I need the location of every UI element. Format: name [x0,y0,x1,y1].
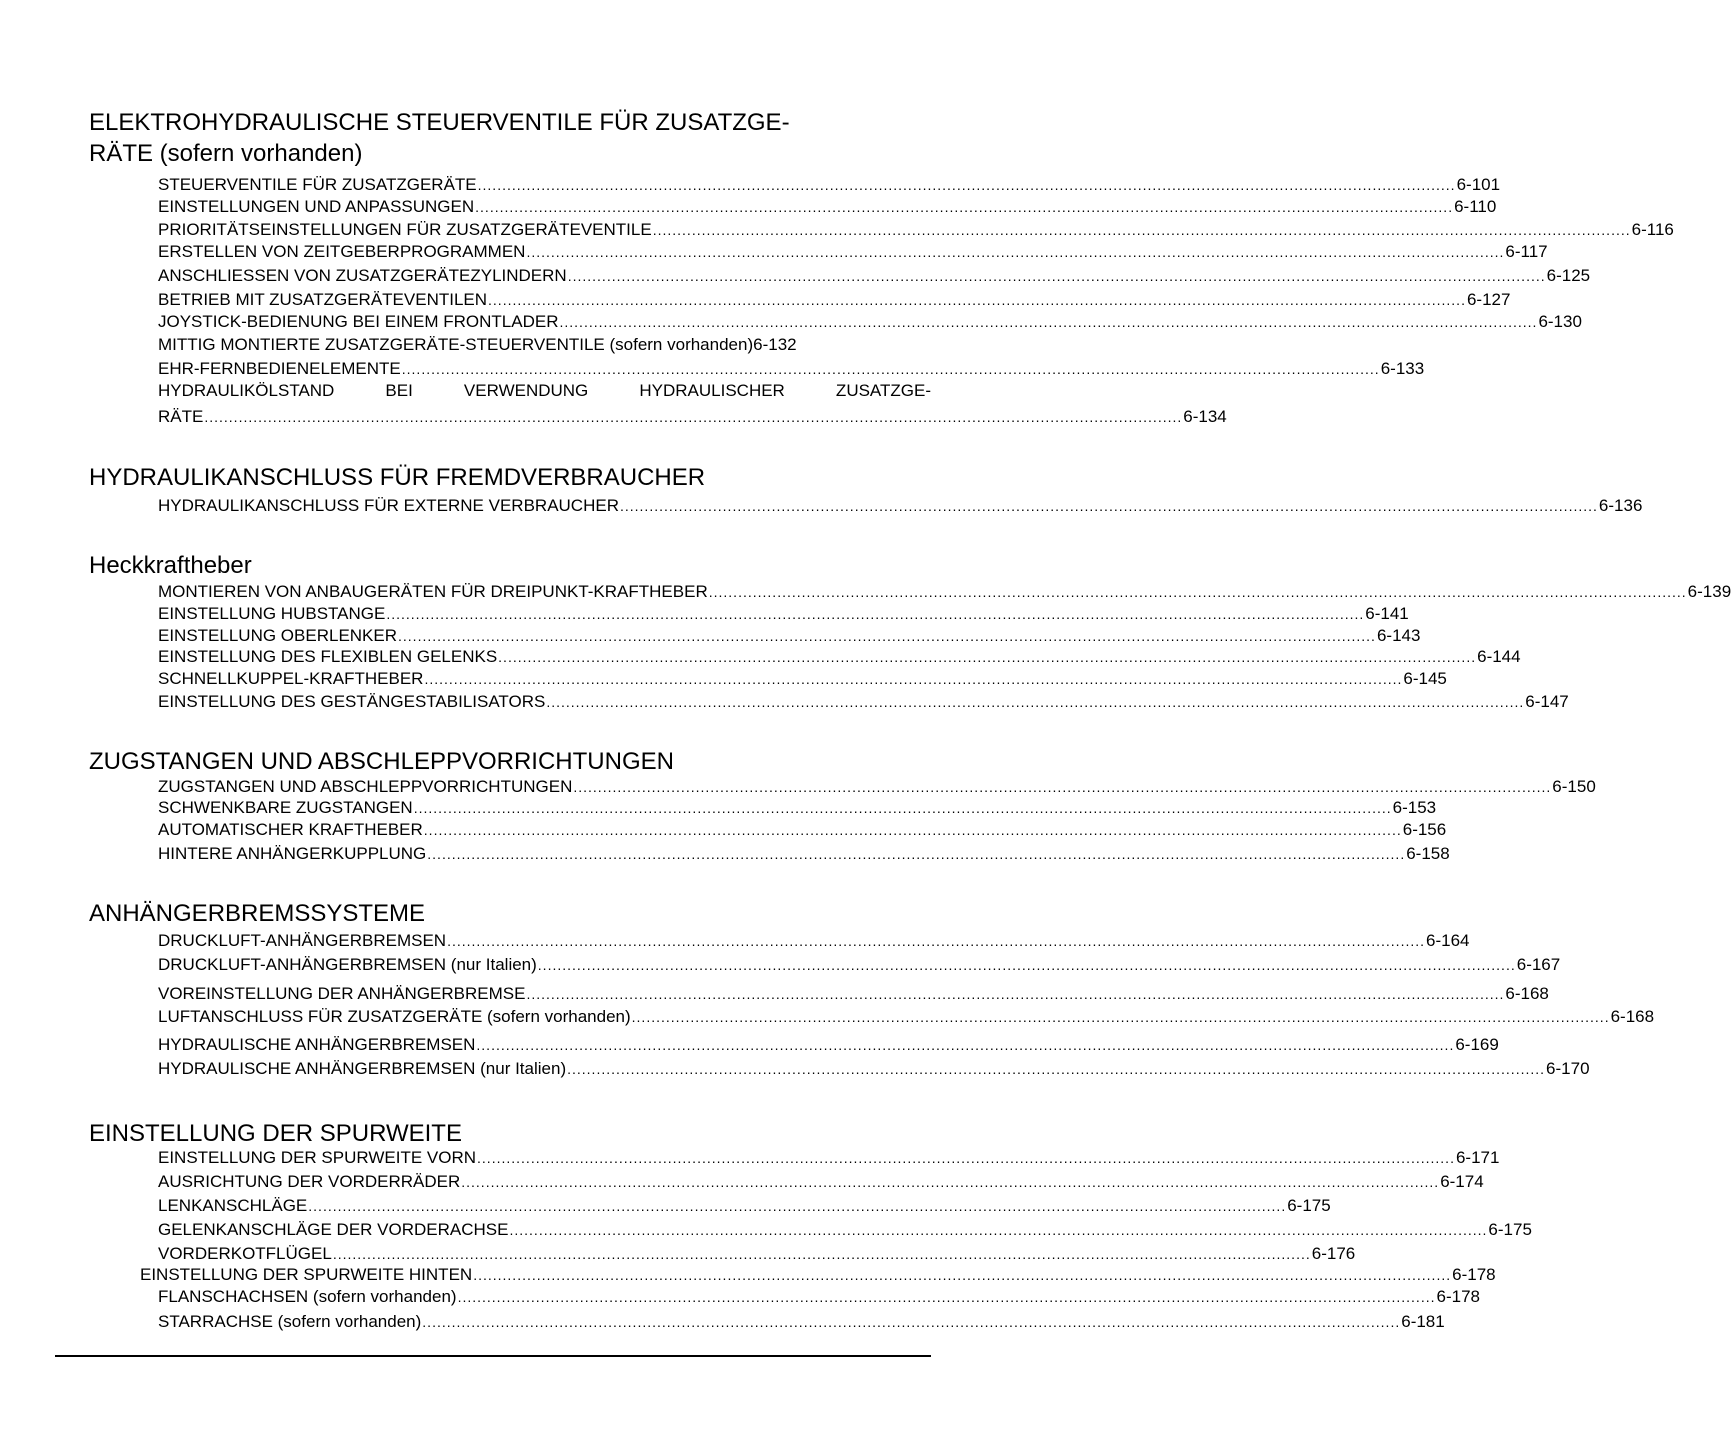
page-number: 6-133 [1380,359,1425,378]
toc-entry[interactable]: HYDRAULISCHE ANHÄNGERBREMSEN ........................................................................................................................................................................................................ 6-169 [158,1035,1499,1054]
section-title: Heckkraftheber [89,552,252,579]
page-number: 6-178 [1452,1265,1496,1284]
toc-entry[interactable]: EINSTELLUNG OBERLENKER ........................................................................................................................................................................................................ 6-143 [158,626,1421,645]
section-title: EINSTELLUNG DER SPURWEITE [89,1120,462,1147]
toc-entry[interactable]: AUTOMATISCHER KRAFTHEBER ........................................................................................................................................................................................................ 6-156 [158,820,1447,839]
page-number: 6-147 [1525,692,1569,711]
page-number: 6-181 [1401,1312,1445,1331]
toc-entry[interactable]: HYDRAULISCHE ANHÄNGERBREMSEN (nur Italien) ........................................................................................................................................................................................................ 6-170 [158,1059,1590,1078]
page-number: 6-134 [1183,407,1227,426]
page-number: 6-141 [1365,604,1409,623]
page-number: 6-153 [1392,798,1437,817]
section-title: ZUGSTANGEN UND ABSCHLEPPVORRICHTUNGEN [89,748,674,775]
toc-entry[interactable]: AUSRICHTUNG DER VORDERRÄDER ........................................................................................................................................................................................................ 6-174 [158,1172,1484,1191]
toc-entry[interactable]: EINSTELLUNG DES FLEXIBLEN GELENKS ........................................................................................................................................................................................................ 6-144 [158,647,1521,666]
page-number: 6-132 [753,335,797,354]
toc-entry[interactable]: SCHWENKBARE ZUGSTANGEN ........................................................................................................................................................................................................ 6-153 [158,798,1437,817]
page-number: 6-167 [1516,955,1561,974]
toc-entry[interactable]: EINSTELLUNG DER SPURWEITE HINTEN ........................................................................................................................................................................................................ 6-178 [140,1265,1496,1284]
toc-entry[interactable]: DRUCKLUFT-ANHÄNGERBREMSEN (nur Italien) ........................................................................................................................................................................................................ 6-167 [158,955,1561,974]
page-number: 6-139 [1687,582,1731,601]
page-number: 6-170 [1546,1059,1590,1078]
page-number: 6-116 [1631,220,1674,239]
toc-entry[interactable]: VORDERKOTFLÜGEL ........................................................................................................................................................................................................ 6-176 [158,1244,1356,1263]
toc-entry[interactable]: EINSTELLUNG DES GESTÄNGESTABILISATORS ........................................................................................................................................................................................................ 6-147 [158,692,1569,711]
section-title-continued: RÄTE (sofern vorhanden) [89,140,363,167]
page-number: 6-110 [1454,197,1497,216]
page-number: 6-117 [1505,242,1548,261]
page-number: 6-175 [1488,1220,1532,1239]
toc-entry[interactable]: FLANSCHACHSEN (sofern vorhanden) ........................................................................................................................................................................................................ 6-178 [158,1287,1480,1306]
toc-entry[interactable]: HYDRAULIKÖLSTAND BEI VERWENDUNG HYDRAULISCHER ZUSATZGE- [158,381,931,400]
page-number: 6-150 [1552,777,1596,796]
page-number: 6-145 [1403,669,1447,688]
page-number: 6-168 [1505,984,1549,1003]
toc-entry[interactable]: MONTIEREN VON ANBAUGERÄTEN FÜR DREIPUNKT-KRAFTHEBER ........................................................................................................................................................................................................ 6-139 [158,582,1731,601]
toc-entry[interactable]: ANSCHLIESSEN VON ZUSATZGERÄTEZYLINDERN ........................................................................................................................................................................................................ 6-125 [158,266,1591,285]
toc-entry[interactable]: VOREINSTELLUNG DER ANHÄNGERBREMSE ........................................................................................................................................................................................................ 6-168 [158,984,1549,1003]
toc-entry[interactable]: SCHNELLKUPPEL-KRAFTHEBER ........................................................................................................................................................................................................ 6-145 [158,669,1447,688]
section-title: HYDRAULIKANSCHLUSS FÜR FREMDVERBRAUCHER [89,464,706,491]
page-number: 6-168 [1610,1007,1655,1026]
page-number: 6-125 [1546,266,1591,285]
footer-rule [55,1355,931,1357]
toc-entry[interactable]: STEUERVENTILE FÜR ZUSATZGERÄTE ........................................................................................................................................................................................................ 6-101 [158,175,1501,194]
page-number: 6-144 [1477,647,1521,666]
toc-entry[interactable]: JOYSTICK-BEDIENUNG BEI EINEM FRONTLADER ........................................................................................................................................................................................................ 6-130 [158,312,1582,331]
toc-entry[interactable]: LENKANSCHLÄGE ........................................................................................................................................................................................................ 6-175 [158,1196,1331,1215]
toc-entry[interactable]: HINTERE ANHÄNGERKUPPLUNG ........................................................................................................................................................................................................ 6-158 [158,844,1450,863]
toc-entry[interactable]: EHR-FERNBEDIENELEMENTE ........................................................................................................................................................................................................ 6-133 [158,359,1425,378]
page-number: 6-171 [1455,1148,1500,1167]
page-number: 6-130 [1538,312,1582,331]
page-number: 6-158 [1406,844,1450,863]
page-number: 6-127 [1466,290,1511,309]
toc-entry[interactable]: LUFTANSCHLUSS FÜR ZUSATZGERÄTE (sofern vorhanden) ........................................................................................................................................................................................................ 6-168 [158,1007,1655,1026]
toc-entry[interactable]: BETRIEB MIT ZUSATZGERÄTEVENTILEN ........................................................................................................................................................................................................ 6-127 [158,290,1511,309]
toc-entry[interactable]: GELENKANSCHLÄGE DER VORDERACHSE ........................................................................................................................................................................................................ 6-175 [158,1220,1532,1239]
toc-entry[interactable]: MITTIG MONTIERTE ZUSATZGERÄTE-STEUERVENTILE (sofern vorhanden) 6-132 [158,335,797,354]
toc-entry[interactable]: STARRACHSE (sofern vorhanden) ........................................................................................................................................................................................................ 6-181 [158,1312,1445,1331]
toc-entry[interactable]: EINSTELLUNG HUBSTANGE ........................................................................................................................................................................................................ 6-141 [158,604,1409,623]
page-number: 6-101 [1456,175,1501,194]
page-number: 6-175 [1287,1196,1331,1215]
toc-entry[interactable]: PRIORITÄTSEINSTELLUNGEN FÜR ZUSATZGERÄTEVENTILE ........................................................................................................................................................................................................ 6-116 [158,220,1674,239]
page-number: 6-169 [1455,1035,1499,1054]
page-number: 6-164 [1426,931,1470,950]
toc-entry[interactable]: EINSTELLUNG DER SPURWEITE VORN ........................................................................................................................................................................................................ 6-171 [158,1148,1500,1167]
toc-entry[interactable]: DRUCKLUFT-ANHÄNGERBREMSEN ........................................................................................................................................................................................................ 6-164 [158,931,1470,950]
page-number: 6-136 [1598,496,1643,515]
section-title: ANHÄNGERBREMSSYSTEME [89,900,426,927]
page-number: 6-174 [1440,1172,1484,1191]
page-number: 6-178 [1436,1287,1480,1306]
toc-entry[interactable]: EINSTELLUNGEN UND ANPASSUNGEN ........................................................................................................................................................................................................ 6-110 [158,197,1497,216]
page-number: 6-143 [1376,626,1421,645]
toc-entry-continued[interactable]: RÄTE ........................................................................................................................................................................................................ 6-134 [158,407,1227,426]
page-number: 6-176 [1311,1244,1356,1263]
page-number: 6-156 [1402,820,1447,839]
toc-entry[interactable]: HYDRAULIKANSCHLUSS FÜR EXTERNE VERBRAUCHER ........................................................................................................................................................................................................ 6-136 [158,496,1643,515]
section-title: ELEKTROHYDRAULISCHE STEUERVENTILE FÜR ZUSATZGE- [89,109,790,136]
toc-entry[interactable]: ERSTELLEN VON ZEITGEBERPROGRAMMEN ........................................................................................................................................................................................................ 6-117 [158,242,1548,261]
toc-entry[interactable]: ZUGSTANGEN UND ABSCHLEPPVORRICHTUNGEN ........................................................................................................................................................................................................ 6-150 [158,777,1596,796]
